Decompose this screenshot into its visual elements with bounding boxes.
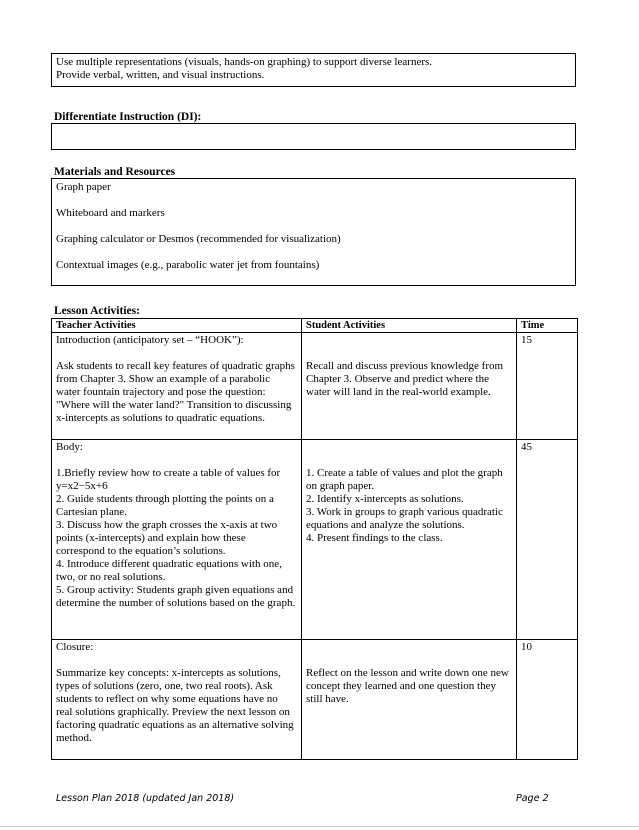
footer-page-number: Page 2: [516, 793, 549, 804]
teacher-step: 3. Discuss how the graph crosses the x-axis at two points (x-intercepts) and explain how these correspond to the equation’s solutions.: [56, 519, 278, 557]
student-cell: [302, 440, 517, 640]
teacher-text: Ask students to recall key features of quadratic graphs from Chapter 3. Show an example of a parabolic water fountain trajectory and pose the question: "Where will the water land?" Transition to discussing x-intercepts as solutions to quadratic equations.: [56, 360, 295, 424]
time-cell: 10: [517, 640, 578, 760]
diverse-learners-line-2: Provide verbal, written, and visual instructions.: [56, 69, 265, 81]
student-step: 3. Work in groups to graph various quadratic equations and analyze the solutions.: [306, 506, 503, 531]
footer-document-title: Lesson Plan 2018 (updated Jan 2018): [56, 793, 235, 804]
di-heading: Differentiate Instruction (DI):: [54, 111, 202, 123]
material-item: Contextual images (e.g., parabolic water jet from fountains): [56, 259, 320, 271]
teacher-cell: [52, 333, 302, 440]
student-step: 2. Identify x-intercepts as solutions.: [306, 493, 464, 505]
time-cell: 15: [517, 333, 578, 440]
time-cell: 45: [517, 440, 578, 640]
table-row: [52, 333, 578, 440]
student-step: 4. Present findings to the class.: [306, 532, 443, 544]
materials-heading: Materials and Resources: [54, 166, 176, 178]
lesson-activities-table: [51, 318, 578, 760]
teacher-step: 4. Introduce different quadratic equations with one, two, or no real solutions.: [56, 558, 282, 583]
student-activities-header: Student Activities: [302, 319, 517, 333]
student-step: 1. Create a table of values and plot the graph on graph paper.: [306, 467, 503, 492]
time-header: Time: [517, 319, 578, 333]
teacher-activities-header: Teacher Activities: [52, 319, 302, 333]
student-text: Reflect on the lesson and write down one new concept they learned and one question they still have.: [306, 667, 509, 705]
student-text: Recall and discuss previous knowledge from Chapter 3. Observe and predict where the water will land in the real-world example.: [306, 360, 504, 398]
section-title-body: Body:: [56, 441, 83, 453]
table-row: [52, 440, 578, 640]
teacher-cell: [52, 640, 302, 760]
material-item: Graph paper: [56, 181, 111, 193]
table-row: [52, 640, 578, 760]
lesson-heading: Lesson Activities:: [54, 305, 140, 317]
section-title-introduction: Introduction (anticipatory set – “HOOK”):: [56, 334, 244, 346]
student-cell: [302, 640, 517, 760]
material-item: Graphing calculator or Desmos (recommended for visualization): [56, 233, 341, 245]
page-bottom-divider: [0, 826, 639, 827]
material-item: Whiteboard and markers: [56, 207, 165, 219]
student-cell: [302, 333, 517, 440]
teacher-text: Summarize key concepts: x-intercepts as solutions, types of solutions (zero, one, two real roots). Ask students to reflect on why some equations have no real solutions graphically. Preview the next lesson on factoring quadratic equations as an alternative solving method.: [56, 667, 294, 744]
diverse-learners-box: [51, 53, 576, 87]
diverse-learners-line-1: Use multiple representations (visuals, hands-on graphing) to support diverse learners.: [56, 56, 433, 68]
teacher-step: 1.Briefly review how to create a table of values for y=x2−5x+6: [56, 467, 281, 492]
section-title-closure: Closure:: [56, 641, 94, 653]
materials-box: [51, 178, 576, 286]
teacher-cell: [52, 440, 302, 640]
teacher-step: 5. Group activity: Students graph given equations and determine the number of solutions based on the graph.: [56, 584, 296, 609]
table-header-row: [52, 319, 578, 333]
teacher-step: 2. Guide students through plotting the points on a Cartesian plane.: [56, 493, 274, 518]
di-box: [51, 123, 576, 150]
